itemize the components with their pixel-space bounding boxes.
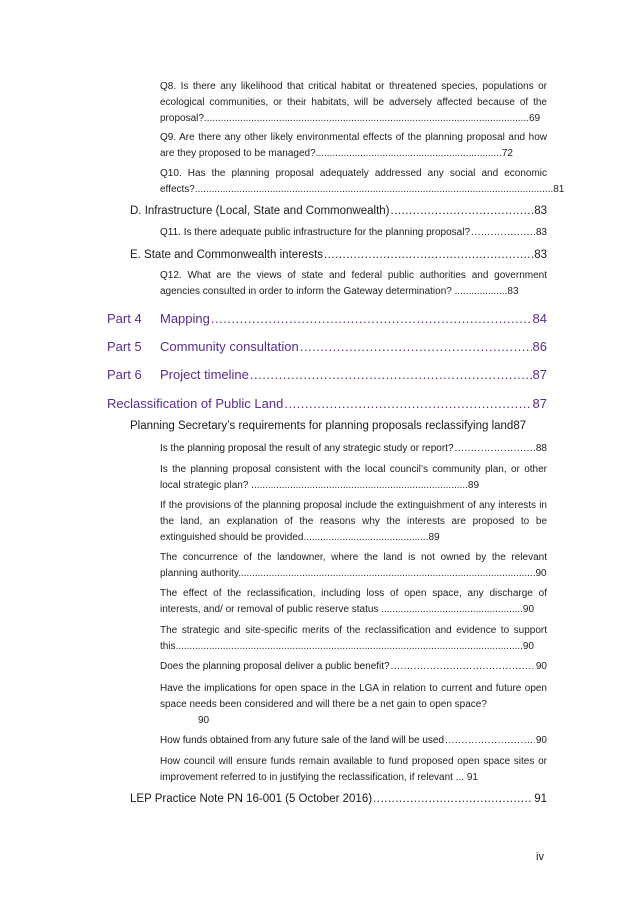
toc-part-label: Part 6 (107, 367, 142, 382)
toc-entry-e[interactable] (130, 247, 547, 263)
toc-entry-text: Q9. Are there any other likely environmental effects of the planning proposal and how are they proposed to be managed? (160, 132, 547, 159)
toc-entry-text: How council will ensure funds remain available to fund proposed open space sites or improvement referred to in justifying the reclassification, if relevant (160, 756, 547, 783)
toc-entry-text: Is the planning proposal consistent with the local council’s community plan, or other local strategic plan? (160, 464, 547, 491)
toc-entry-text: The concurrence of the landowner, where the land is not owned by the relevant planning authority (160, 552, 547, 579)
toc-entry-text: Is the planning proposal the result of any strategic study or report? (160, 443, 454, 454)
toc-entry-public-benefit[interactable] (160, 659, 547, 675)
toc-entry-page: 89 (428, 532, 440, 543)
toc-entry-funds-available[interactable]: How council will ensure funds remain available to fund proposed open space sites or improvement referred to in justifying the reclassification, if relevant ... 91 (160, 756, 547, 783)
toc-entry-page: 83 (534, 249, 547, 261)
toc-entry-q11[interactable] (160, 225, 547, 241)
toc-entry-text: E. State and Commonwealth interests (130, 249, 324, 261)
toc-entry-text: Q11. Is there adequate public infrastructure for the planning proposal? (160, 227, 471, 238)
toc-entry-page: 90 (522, 641, 534, 652)
toc-entry-text: Does the planning proposal deliver a public benefit? (160, 661, 390, 672)
toc-entry-community-plan[interactable]: Is the planning proposal consistent with the local council’s community plan, or other local strategic plan? ..............................................................................89 (160, 464, 547, 491)
toc-entry-page: 90 (535, 735, 547, 746)
toc-entry-text: The effect of the reclassification, including loss of open space, any discharge of interests, and/ or removal of public reserve status (160, 588, 547, 615)
toc-entry-extinguishment[interactable]: If the provisions of the planning proposal include the extinguishment of any interests in the land, an explanation of the reasons why the interests are proposed to be extinguished should be provided.............................................89 (160, 500, 547, 543)
toc-entry-text: How funds obtained from any future sale of the land will be used (160, 735, 445, 746)
toc-entry-reclassification-effect[interactable]: The effect of the reclassification, including loss of open space, any discharge of interests, and/ or removal of public reserve status ...................................................90 (160, 588, 547, 615)
toc-entry-page: 83 (535, 227, 547, 238)
toc-entry-lep-practice-note[interactable] (130, 791, 547, 807)
toc-entry-page: 90 (198, 715, 210, 726)
toc-entry-page: 90 (535, 661, 547, 672)
toc-entry-page: 88 (535, 443, 547, 454)
toc-part-label: Part 5 (107, 339, 142, 354)
toc-entry-page: 90 (522, 604, 535, 615)
toc-entry-page: 87 (532, 367, 547, 382)
toc-entry-text: LEP Practice Note PN 16-001 (5 October 2016) (130, 793, 373, 805)
toc-entry-page: 84 (532, 311, 547, 326)
toc-entry-q9[interactable]: Q9. Are there any other likely environmental effects of the planning proposal and how are they proposed to be managed?...................................................................72 (160, 132, 547, 159)
toc-part-label: Part 4 (107, 311, 142, 326)
toc-entry-text: D. Infrastructure (Local, State and Commonwealth) (130, 205, 390, 217)
toc-entry-text: Q8. Is there any likelihood that critical habitat or threatened species, populations or ecological communities, or their habitats, will be adversely affected because of the proposal? (160, 81, 547, 124)
toc-entry-text: Reclassification of Public Land (107, 396, 284, 411)
toc-entry-q10[interactable]: Q10. Has the planning proposal adequately addressed any social and economic effects?.................................................................................................................................81 (160, 168, 565, 195)
toc-entry-text: Q12. What are the views of state and federal public authorities and government agencies consulted in order to inform the Gateway determination? (160, 270, 547, 297)
toc-entry-page: 89 (467, 480, 480, 491)
toc-entry-strategic-study[interactable] (160, 441, 547, 457)
toc-entry-text: If the provisions of the planning proposal include the extinguishment of any interests in the land, an explanation of the reasons why the interests are proposed to be extinguished should be provided (160, 500, 547, 543)
toc-entry-funds-use[interactable] (160, 733, 547, 749)
toc-entry-landowner-concurrence[interactable]: The concurrence of the landowner, where the land is not owned by the relevant planning authority...........................................................................................................90 (160, 552, 547, 579)
toc-entry-text: Planning Secretary’s requirements for planning proposals reclassifying land (130, 420, 514, 432)
toc-entry-text: The strategic and site-specific merits of the reclassification and evidence to support this (160, 625, 547, 652)
toc-entry-page: 69 (529, 113, 541, 124)
toc-entry-text: Project timeline (160, 367, 249, 382)
toc-entry-q8[interactable]: Q8. Is there any likelihood that critical habitat or threatened species, populations or ecological communities, or their habitats, will be adversely affected because of the proposal?.....................................................................................................................69 (160, 81, 547, 124)
toc-entry-text: Community consultation (160, 339, 299, 354)
toc-entry-page: 87 (532, 396, 547, 411)
toc-entry-text: Q10. Has the planning proposal adequately addressed any social and economic effects? (160, 168, 547, 195)
toc-entry-page: 72 (501, 148, 513, 159)
toc-entry-page: 87 (513, 420, 527, 432)
toc-entry-page: 90 (535, 568, 547, 579)
toc-entry-part4[interactable] (107, 311, 547, 327)
toc-entry-text: Have the implications for open space in the LGA in relation to current and future open space needs been considered and will there be a net gain to open space? (160, 683, 547, 710)
toc-entry-d[interactable] (130, 203, 547, 219)
toc-entry-page: 83 (534, 205, 547, 217)
toc-entry-part6[interactable] (107, 367, 547, 383)
page-number: iv (536, 851, 544, 863)
toc-entry-page: 91 (534, 793, 547, 805)
toc-entry-page: 86 (532, 339, 547, 354)
toc-entry-page: 81 (553, 184, 565, 195)
toc-entry-open-space-implications[interactable] (160, 681, 547, 729)
toc-entry-reclassification[interactable] (107, 396, 547, 412)
toc-entry-q12[interactable]: Q12. What are the views of state and federal public authorities and government agencies consulted in order to inform the Gateway determination? ...................83 (160, 270, 547, 297)
toc-entry-secretary-requirements[interactable] (130, 418, 547, 434)
toc-entry-text: Mapping (160, 311, 210, 326)
toc-entry-part5[interactable] (107, 339, 547, 355)
toc-entry-page: 91 (466, 772, 478, 783)
toc-entry-strategic-merits[interactable]: The strategic and site-specific merits of the reclassification and evidence to support this.............................................................................................................................90 (160, 625, 547, 652)
toc-entry-page: 83 (507, 286, 519, 297)
